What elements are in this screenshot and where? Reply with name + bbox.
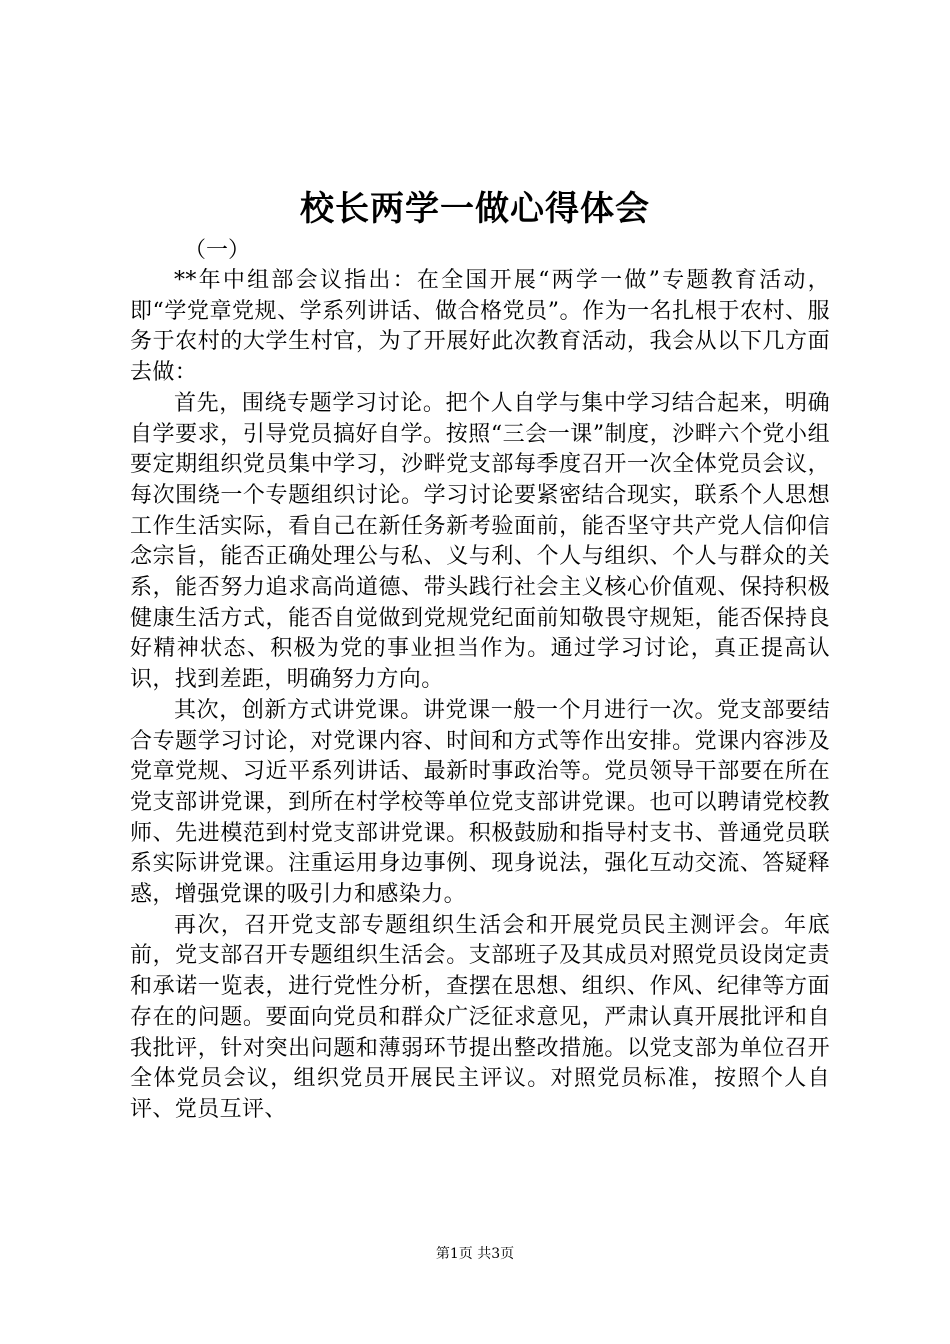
paragraph-first: 首先，围绕专题学习讨论。把个人自学与集中学习结合起来，明确自学要求，引导党员搞好自学。按照“三会一课”制度，沙畔六个党小组要定期组织党员集中学习，沙畔党支部每季度召开一次全体党员会议，每次围绕一个专题组织讨论。学习讨论要紧密结合现实，联系个人思想工作生活实际，看自己在新任务新考验面前，能否坚守共产党人信仰信念宗旨，能否正确处理公与私、义与利、个人与组织、个人与群众的关系，能否努力追求高尚道德、带头践行社会主义核心价值观、保持积极健康生活方式，能否自觉做到党规党纪面前知敬畏守规矩，能否保持良好精神状态、积极为党的事业担当作为。通过学习讨论，真正提高认识，找到差距，明确努力方向。 [130,390,830,693]
paragraph-second: 其次，创新方式讲党课。讲党课一般一个月进行一次。党支部要结合专题学习讨论，对党课内容、时间和方式等作出安排。党课内容涉及党章党规、习近平系列讲话、最新时事政治等。党员领导干部要在所在党支部讲党课，到所在村学校等单位党支部讲党课。也可以聘请党校教师、先进模范到村党支部讲党课。积极鼓励和指导村支书、普通党员联系实际讲党课。注重运用身边事例、现身说法，强化互动交流、答疑释惑，增强党课的吸引力和感染力。 [130,697,830,908]
document-title: 校长两学一做心得体会 [300,189,650,229]
section-number: （一） [184,238,251,263]
paragraph-third: 再次，召开党支部专题组织生活会和开展党员民主测评会。年底前，党支部召开专题组织生活会。支部班子及其成员对照党员设岗定责和承诺一览表，进行党性分析，查摆在思想、组织、作风、纪律等方面存在的问题。要面向党员和群众广泛征求意见，严肃认真开展批评和自我批评，针对突出问题和薄弱环节提出整改措施。以党支部为单位召开全体党员会议，组织党员开展民主评议。对照党员标准，按照个人自评、党员互评、 [130,912,830,1122]
page-number-footer: 第1页 共3页 [435,1246,515,1262]
paragraph-intro: **年中组部会议指出：在全国开展“两学一做”专题教育活动，即“学党章党规、学系列讲话、做合格党员”。作为一名扎根于农村、服务于农村的大学生村官，为了开展好此次教育活动，我会从以下几方面去做： [130,268,830,386]
document-body [130,266,830,1126]
